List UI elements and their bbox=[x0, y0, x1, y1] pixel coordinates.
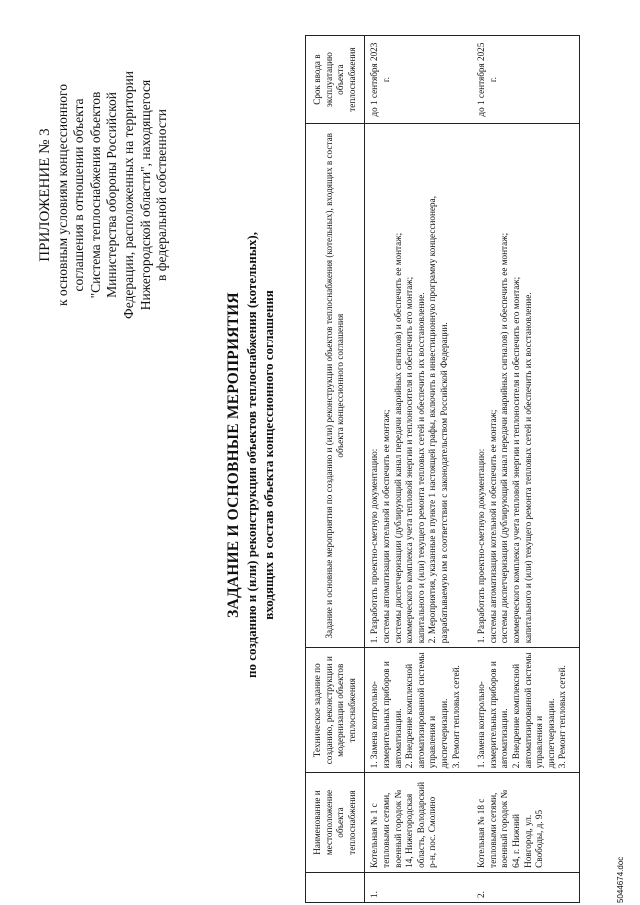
appendix-line: соглашения в отношении объекта bbox=[71, 98, 87, 292]
title-sub: входящих в состав объекта концессионного соглашения bbox=[261, 290, 276, 620]
measure-line: коммерческого комплекса учета тепловой энергии и теплоносителя и обеспечить его монтаж; bbox=[510, 276, 521, 644]
measure-line: капитального и (или) текущего ремонта тепловых сетей и обеспечить их восстановление. bbox=[415, 292, 426, 644]
measure-line: 1. Разработать проектно-сметную документацию: bbox=[369, 448, 380, 644]
measure-line: 1. Разработать проектно-сметную документацию: bbox=[476, 448, 487, 644]
row-number: 2. bbox=[472, 872, 579, 902]
row-name: Котельная № 18 с тепловыми сетями, военный городок № 64, г. Нижний Новгород, ул. Свободы, д. 95 bbox=[472, 773, 579, 873]
title-main: ЗАДАНИЕ И ОСНОВНЫЕ МЕРОПРИЯТИЯ bbox=[225, 292, 242, 618]
row-name: Котельная № 1 с тепловыми сетями, военный городок № 14, Нижегородская область, Володарский р-н, пос. Смолино bbox=[365, 773, 472, 873]
task-line: 2. Внедрение комплексной автоматизированной системы управления и диспетчеризации. bbox=[404, 652, 449, 769]
appendix-heading: ПРИЛОЖЕНИЕ № 3 bbox=[37, 128, 53, 262]
title-sub: по созданию и (или) реконструкции объектов теплоснабжения (котельных), bbox=[244, 232, 259, 678]
appendix-block bbox=[37, 30, 171, 360]
appendix-line: к основным условиям концессионного bbox=[54, 83, 70, 307]
row-number: 1. bbox=[365, 872, 472, 902]
appendix-line: Федерации, расположенных на территории bbox=[120, 71, 136, 319]
measure-line: системы диспетчеризации (дублирующий канал передачи аварийных сигналов) и обеспечить ее монтаж; bbox=[392, 232, 403, 644]
task-line: 2. Внедрение комплексной автоматизированной системы управления и диспетчеризации. bbox=[510, 652, 556, 769]
table-row bbox=[365, 36, 472, 903]
appendix-line: Нижегородской области", находящегося bbox=[137, 79, 153, 311]
row-task bbox=[472, 648, 579, 773]
measure-line: коммерческого комплекса учета тепловой энергии и теплоносителя и обеспечить его монтаж; bbox=[404, 276, 415, 644]
row-task bbox=[365, 648, 472, 773]
measure-line: системы диспетчеризации (дублирующий канал передачи аварийных сигналов) и обеспечить ее монтаж; bbox=[499, 232, 510, 644]
row-deadline: до 1 сентября 2023 г. bbox=[365, 36, 472, 124]
header-task: Техническое задание по созданию, реконструкции и модернизации объектов теплоснабжения bbox=[306, 648, 365, 773]
measure-line: капитального и (или) текущего ремонта тепловых сетей и обеспечить их восстановление. bbox=[522, 292, 533, 644]
table-header-row bbox=[306, 36, 365, 903]
row-deadline: до 1 сентября 2025 г. bbox=[472, 36, 579, 124]
header-num bbox=[306, 872, 365, 902]
appendix-line: Министерства обороны Российской bbox=[104, 92, 120, 298]
task-line: 3. Ремонт тепловых сетей. bbox=[450, 665, 461, 769]
row-measures bbox=[472, 124, 579, 648]
appendix-line: в федеральной собственности bbox=[154, 109, 170, 281]
header-measures: Задание и основные мероприятия по созданию и (или) реконструкции объектов теплоснабжения (котельных), входящих в состав объекта концессионного соглашения bbox=[306, 124, 365, 648]
task-line: 1. Замена контрольно-измерительных приборов и автоматизации. bbox=[476, 661, 510, 769]
task-line: 3. Ремонт тепловых сетей. bbox=[557, 665, 568, 769]
document-title bbox=[225, 115, 277, 795]
appendix-line: "Система теплоснабжения объектов bbox=[87, 91, 103, 299]
row-measures bbox=[365, 124, 472, 648]
measure-line: системы автоматизации котельной и обеспечить ее монтаж; bbox=[380, 409, 391, 644]
measure-line: системы автоматизации котельной и обеспечить ее монтаж; bbox=[487, 409, 498, 644]
measure-line: 2. Мероприятия, указанные в пункте 1 настоящей графы, включить в инвестиционную программу концессионера, разрабатываемую им в соответствии с законодательством Российской Федерации. bbox=[427, 196, 449, 644]
task-line: 1. Замена контрольно-измерительных приборов и автоматизации. bbox=[369, 661, 403, 769]
measures-table bbox=[305, 35, 580, 903]
header-deadline: Срок ввода в эксплуатацию объекта теплоснабжения bbox=[306, 36, 365, 124]
header-name: Наименование и местоположение объекта теплоснабжения bbox=[306, 773, 365, 873]
table-row bbox=[472, 36, 579, 903]
file-code: 5044674.doc bbox=[616, 856, 625, 903]
